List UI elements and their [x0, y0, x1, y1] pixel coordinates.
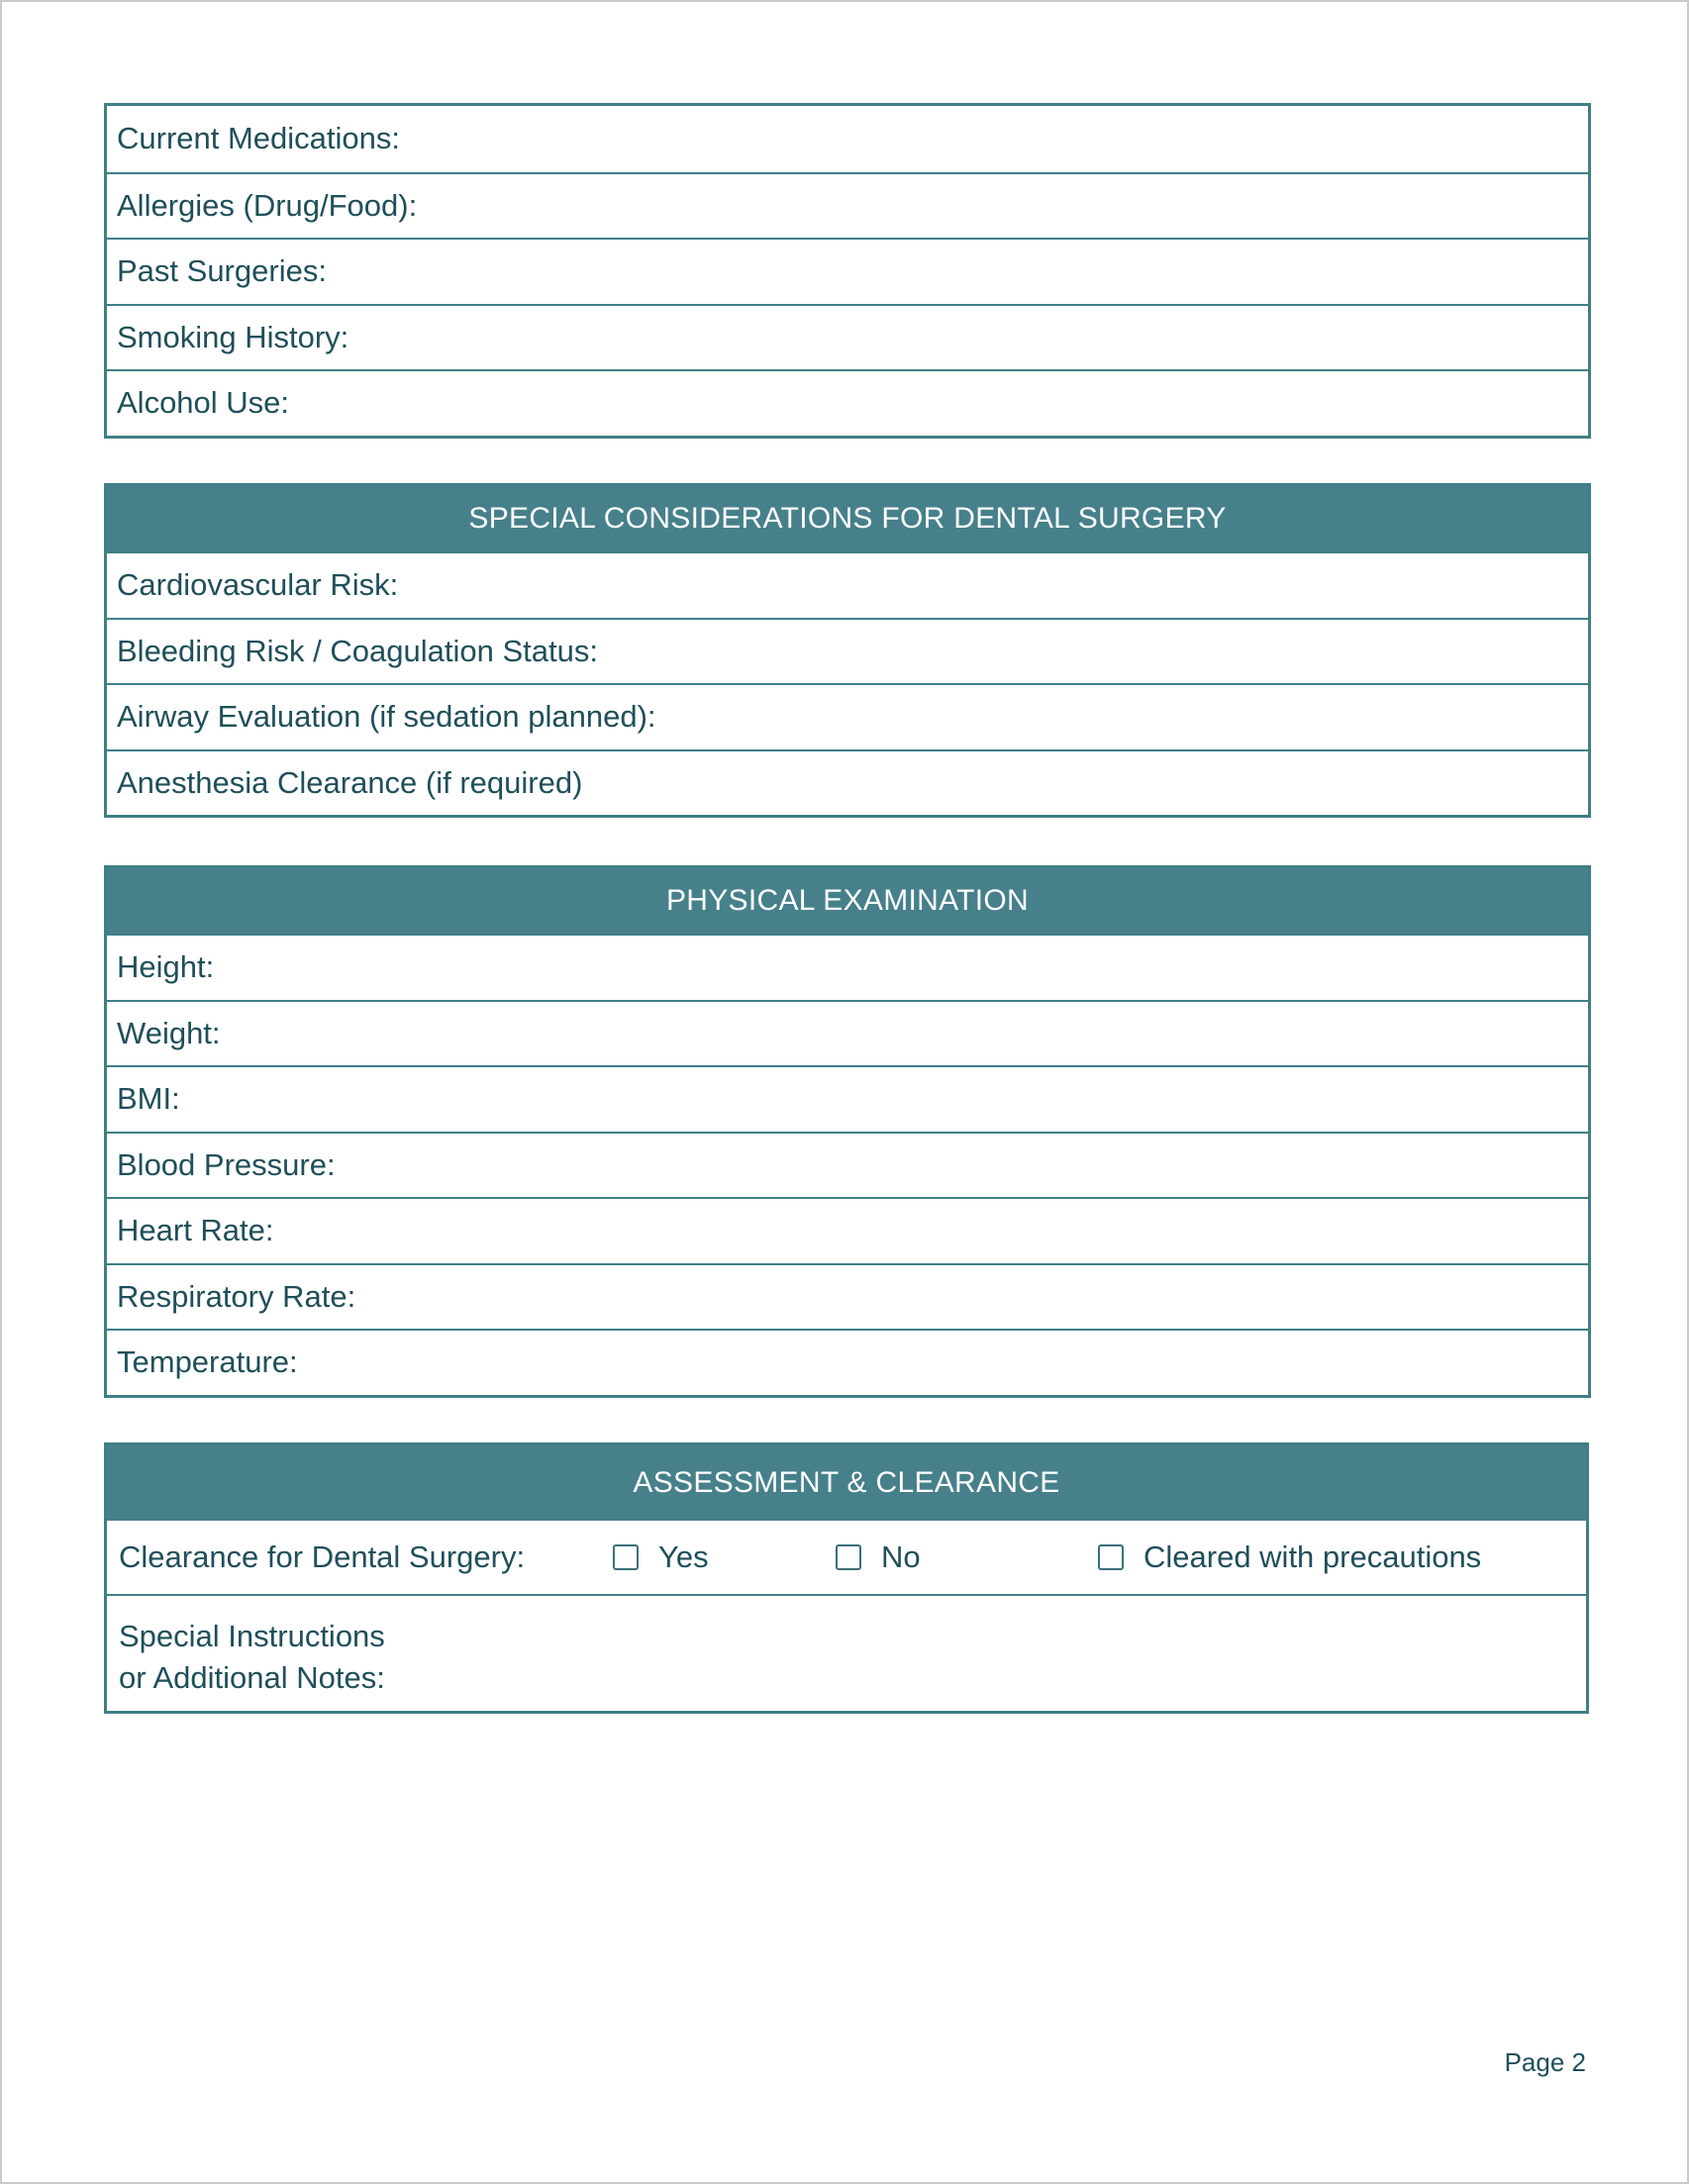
checkbox-icon[interactable] [1098, 1544, 1124, 1570]
cardiovascular-risk-field[interactable] [107, 551, 1588, 618]
anesthesia-clearance-field[interactable] [107, 749, 1588, 816]
clearance-label: Clearance for Dental Surgery: [119, 1539, 526, 1574]
field-label: Heart Rate: [117, 1213, 274, 1248]
special-instructions-field[interactable] [107, 1594, 1586, 1711]
section-header: PHYSICAL EXAMINATION [107, 868, 1588, 934]
field-label: Respiratory Rate: [117, 1278, 356, 1314]
field-label: Weight: [117, 1015, 221, 1050]
option-label: No [881, 1539, 921, 1574]
field-label: Height: [117, 949, 215, 985]
field-label: Blood Pressure: [117, 1146, 336, 1182]
alcohol-use-field[interactable] [107, 369, 1588, 436]
field-label: Cardiovascular Risk: [117, 567, 399, 603]
page-number: Page 2 [1504, 2047, 1586, 2077]
allergies-field[interactable] [107, 172, 1588, 239]
smoking-history-field[interactable] [107, 304, 1588, 370]
blood-pressure-field[interactable] [107, 1132, 1588, 1198]
option-cleared-with-precautions[interactable] [1098, 1539, 1481, 1575]
field-label: Temperature: [117, 1344, 298, 1380]
notes-label-line1: Special Instructions [119, 1619, 385, 1653]
bmi-field[interactable] [107, 1065, 1588, 1132]
field-label: Allergies (Drug/Food): [117, 187, 418, 223]
special-considerations-table [104, 483, 1591, 818]
physical-examination-table [104, 865, 1591, 1398]
field-label: Past Surgeries: [117, 253, 327, 289]
checkbox-icon[interactable] [613, 1544, 639, 1570]
temperature-field[interactable] [107, 1329, 1588, 1395]
weight-field[interactable] [107, 1000, 1588, 1066]
current-medications-field[interactable] [107, 106, 1588, 172]
assessment-table [104, 1442, 1589, 1714]
field-label: Smoking History: [117, 319, 349, 354]
option-label: Cleared with precautions [1143, 1539, 1482, 1574]
field-label: Bleeding Risk / Coagulation Status: [117, 633, 598, 668]
field-label: Airway Evaluation (if sedation planned): [117, 699, 656, 735]
past-surgeries-field[interactable] [107, 238, 1588, 304]
field-label: BMI: [117, 1081, 180, 1117]
clearance-row [107, 1521, 1586, 1594]
heart-rate-field[interactable] [107, 1197, 1588, 1263]
airway-evaluation-field[interactable] [107, 683, 1588, 749]
bleeding-risk-field[interactable] [107, 618, 1588, 684]
respiratory-rate-field[interactable] [107, 1263, 1588, 1330]
option-label: Yes [658, 1539, 709, 1574]
field-label: Current Medications: [117, 121, 401, 156]
checkbox-icon[interactable] [836, 1544, 861, 1570]
notes-label-line2: or Additional Notes: [119, 1660, 385, 1695]
field-label: Alcohol Use: [117, 385, 290, 421]
height-field[interactable] [107, 934, 1588, 1000]
section-header: SPECIAL CONSIDERATIONS FOR DENTAL SURGERY [107, 486, 1588, 551]
option-no[interactable] [836, 1539, 921, 1575]
section-header: ASSESSMENT & CLEARANCE [107, 1445, 1586, 1521]
field-label: Anesthesia Clearance (if required) [117, 764, 583, 800]
option-yes[interactable] [613, 1539, 709, 1575]
history-table [104, 103, 1591, 439]
